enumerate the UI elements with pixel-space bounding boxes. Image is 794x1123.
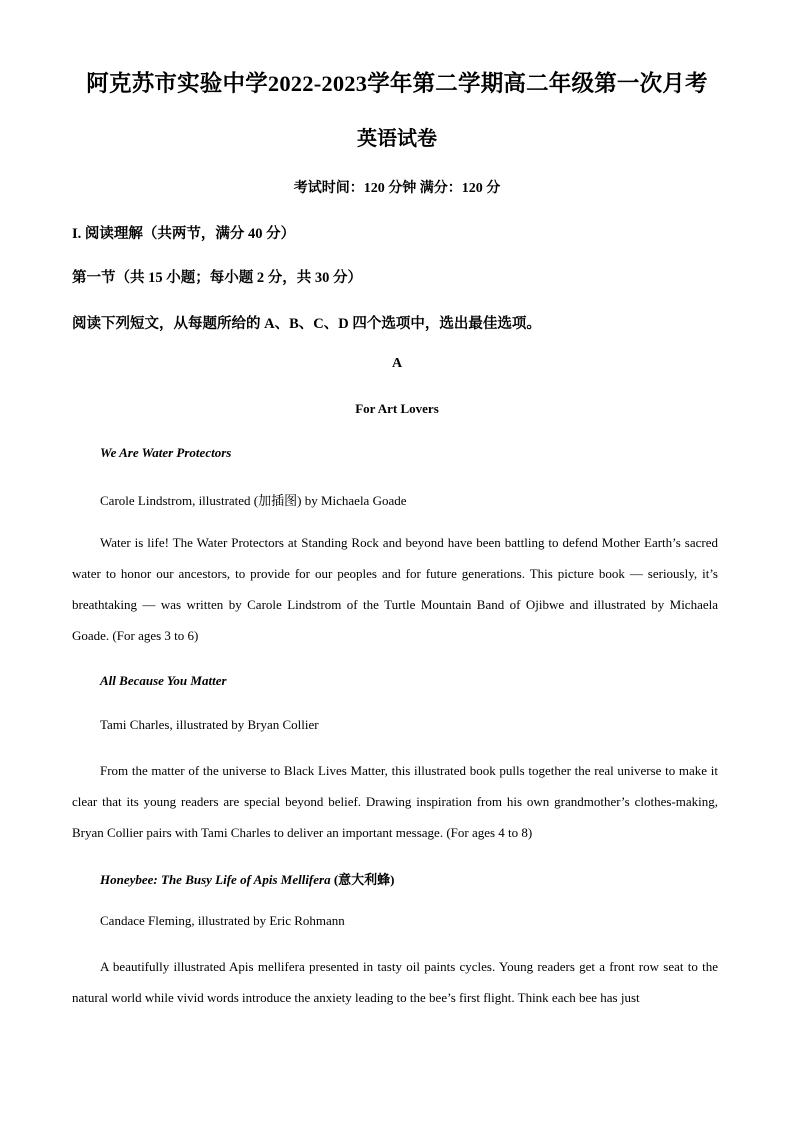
subsection-heading: 第一节（共 15 小题；每小题 2 分，共 30 分）: [72, 270, 362, 286]
book-title: Honeybee: The Busy Life of Apis Mellifera (意大利蜂): [100, 872, 395, 887]
book-description: From the matter of the universe to Black Lives Matter, this illustrated book pulls together the real universe to make it clear that its young readers are special beyond belief. Drawing inspiration from his own grandmother’s clothes-making, Bryan Collier pairs with Tami Charles to deliver an important message. (For ages 4 to 8): [72, 763, 718, 840]
instruction-text: 阅读下列短文，从每题所给的 A、B、C、D 四个选项中，选出最佳选项。: [72, 316, 541, 332]
exam-time-score: 考试时间：120 分钟 满分：120 分: [293, 181, 501, 196]
passage-letter: A: [391, 356, 403, 371]
exam-title: 阿克苏市实验中学2022-2023学年第二学期高二年级第一次月考: [86, 71, 708, 96]
book-author: Tami Charles, illustrated by Bryan Collier: [100, 717, 319, 732]
exam-subtitle: 英语试卷: [357, 128, 437, 150]
book-description: A beautifully illustrated Apis mellifera presented in tasty oil paints cycles. Young readers get a front row seat to the natural world while vivid words introduce the anxiety leading to the bee’s first flight. Think each bee has just: [72, 959, 718, 1005]
part-heading: I. 阅读理解（共两节，满分 40 分）: [72, 226, 296, 242]
book-author: Carole Lindstrom, illustrated (加插图) by Michaela Goade: [100, 493, 407, 508]
passage-title: For Art Lovers: [355, 401, 439, 416]
book-title: We Are Water Protectors: [100, 445, 232, 460]
book-author: Candace Fleming, illustrated by Eric Rohmann: [100, 913, 345, 928]
book-description: Water is life! The Water Protectors at Standing Rock and beyond have been battling to defend Mother Earth’s sacred water to honor our ancestors, to provide for our peoples and for future generations. This picture book — seriously, it’s breathtaking — was written by Carole Lindstrom of the Turtle Mountain Band of Ojibwe and illustrated by Michaela Goade. (For ages 3 to 6): [72, 535, 718, 643]
book-title: All Because You Matter: [100, 673, 227, 688]
